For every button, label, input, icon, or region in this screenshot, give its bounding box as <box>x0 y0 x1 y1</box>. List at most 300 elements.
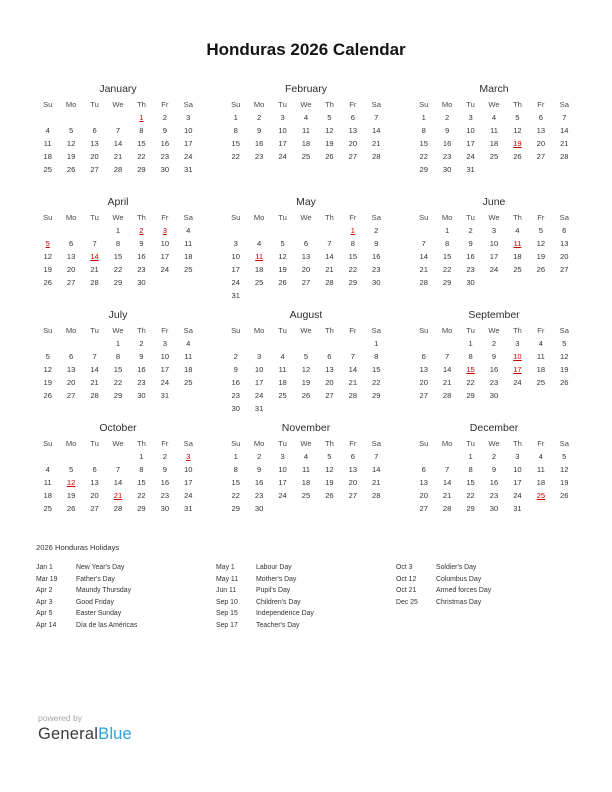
week-row <box>36 450 200 463</box>
day-header-mo: Mo <box>65 213 77 222</box>
date-cell: 20 <box>536 139 546 148</box>
week-row <box>36 276 200 289</box>
day-header-th: Th <box>324 100 334 109</box>
empty-cell <box>341 337 364 350</box>
empty-cell <box>177 389 200 402</box>
date-cell: 5 <box>327 452 332 461</box>
empty-cell <box>318 502 341 515</box>
footer <box>38 713 132 744</box>
holiday-date-cell: 15 <box>466 365 475 374</box>
date-cell: 14 <box>90 365 99 374</box>
empty-cell <box>341 289 364 302</box>
date-cell: 29 <box>113 278 123 287</box>
holiday-name: Día de las Américas <box>76 621 138 629</box>
date-cell: 11 <box>43 139 52 148</box>
brand-general-text: General <box>38 725 99 743</box>
date-cell: 22 <box>137 152 146 161</box>
date-cell: 27 <box>348 491 358 500</box>
week-row <box>412 376 576 389</box>
weekday-header-row <box>224 324 388 337</box>
date-cell: 17 <box>231 265 240 274</box>
holiday-name: Pupil's Day <box>256 587 291 595</box>
date-cell: 18 <box>513 252 522 261</box>
date-cell: 19 <box>66 491 76 500</box>
holiday-item <box>396 585 576 597</box>
week-row <box>224 150 388 163</box>
date-cell: 18 <box>43 152 52 161</box>
day-header-we: We <box>112 100 124 109</box>
date-cell: 17 <box>278 478 287 487</box>
date-cell: 22 <box>113 378 123 387</box>
date-cell: 15 <box>466 478 475 487</box>
weekday-header-row <box>412 324 576 337</box>
holiday-date: Apr 2 <box>36 587 53 595</box>
day-header-sa: Sa <box>559 439 569 448</box>
date-cell: 12 <box>66 139 76 148</box>
day-header-we: We <box>488 439 500 448</box>
day-header-th: Th <box>136 100 146 109</box>
holiday-name: Independence Day <box>256 610 314 618</box>
date-cell: 8 <box>374 352 379 361</box>
date-cell: 29 <box>442 278 452 287</box>
date-cell: 23 <box>466 265 475 274</box>
empty-cell <box>482 163 505 176</box>
month-title: September <box>468 309 520 321</box>
date-cell: 31 <box>184 165 193 174</box>
date-cell: 13 <box>325 365 334 374</box>
date-cell: 27 <box>90 504 99 513</box>
date-cell: 10 <box>160 352 170 361</box>
empty-cell <box>59 224 82 237</box>
holiday-item <box>36 562 216 574</box>
date-cell: 7 <box>327 239 332 248</box>
day-header-fr: Fr <box>161 326 169 335</box>
date-cell: 2 <box>233 352 238 361</box>
date-cell: 24 <box>489 265 499 274</box>
week-row <box>412 250 576 263</box>
date-cell: 23 <box>231 391 240 400</box>
month-title: June <box>482 196 506 208</box>
week-row <box>36 263 200 276</box>
date-cell: 7 <box>421 239 426 248</box>
holiday-date-cell: 10 <box>513 352 522 361</box>
empty-cell <box>83 450 106 463</box>
date-cell: 8 <box>445 239 450 248</box>
empty-cell <box>247 337 270 350</box>
holiday-item <box>36 608 216 620</box>
date-cell: 19 <box>560 478 569 487</box>
date-cell: 1 <box>468 339 473 348</box>
day-header-sa: Sa <box>183 439 193 448</box>
date-cell: 7 <box>115 126 121 135</box>
week-row <box>224 450 388 463</box>
holiday-date-cell: 1 <box>350 226 355 235</box>
holiday-item <box>216 608 396 620</box>
month-november <box>224 421 388 521</box>
holiday-name: Mother's Day <box>256 575 297 583</box>
date-cell: 26 <box>278 278 287 287</box>
date-cell: 27 <box>419 504 428 513</box>
empty-cell <box>271 402 294 415</box>
day-header-th: Th <box>512 439 522 448</box>
month-title: May <box>296 196 316 208</box>
date-cell: 14 <box>372 465 381 474</box>
week-row <box>224 137 388 150</box>
date-cell: 8 <box>468 352 473 361</box>
month-february <box>224 82 388 182</box>
date-cell: 13 <box>348 465 358 474</box>
day-header-su: Su <box>43 100 53 109</box>
date-cell: 27 <box>560 265 569 274</box>
day-header-fr: Fr <box>161 439 169 448</box>
date-cell: 25 <box>301 491 311 500</box>
date-cell: 15 <box>137 478 146 487</box>
day-header-th: Th <box>324 326 334 335</box>
holiday-date-cell: 1 <box>139 113 144 122</box>
date-cell: 26 <box>301 391 311 400</box>
date-cell: 26 <box>43 278 52 287</box>
date-cell: 22 <box>348 265 358 274</box>
date-cell: 3 <box>515 339 520 348</box>
date-cell: 31 <box>466 165 475 174</box>
weekday-header-row <box>36 211 200 224</box>
date-cell: 24 <box>184 491 193 500</box>
date-cell: 2 <box>491 452 497 461</box>
holiday-name: Teacher's Day <box>256 621 300 629</box>
date-cell: 15 <box>113 365 123 374</box>
date-cell: 15 <box>137 139 146 148</box>
date-cell: 9 <box>139 352 144 361</box>
date-cell: 26 <box>560 491 569 500</box>
empty-cell <box>294 502 317 515</box>
week-row <box>36 463 200 476</box>
week-row <box>224 124 388 137</box>
week-row <box>36 224 200 237</box>
date-cell: 31 <box>513 504 522 513</box>
holiday-date-cell: 11 <box>255 252 264 261</box>
date-cell: 8 <box>233 465 238 474</box>
date-cell: 20 <box>419 491 428 500</box>
date-cell: 9 <box>491 465 497 474</box>
week-row <box>36 363 200 376</box>
holiday-item <box>396 597 576 609</box>
day-header-we: We <box>112 439 124 448</box>
month-march <box>412 82 576 182</box>
day-header-sa: Sa <box>183 326 193 335</box>
day-header-th: Th <box>136 326 146 335</box>
date-cell: 16 <box>160 139 170 148</box>
day-header-sa: Sa <box>559 100 569 109</box>
date-cell: 3 <box>257 352 262 361</box>
date-cell: 19 <box>66 152 76 161</box>
holiday-date: Oct 12 <box>396 575 417 583</box>
day-header-su: Su <box>231 213 241 222</box>
date-cell: 12 <box>43 365 52 374</box>
week-row <box>224 363 388 376</box>
empty-cell <box>59 111 82 124</box>
date-cell: 23 <box>254 152 264 161</box>
date-cell: 25 <box>278 391 287 400</box>
empty-cell <box>294 224 317 237</box>
date-cell: 15 <box>372 365 381 374</box>
date-cell: 7 <box>562 113 567 122</box>
holiday-item <box>36 574 216 586</box>
date-cell: 28 <box>113 504 123 513</box>
month-title: October <box>99 422 137 434</box>
empty-cell <box>412 450 435 463</box>
date-cell: 7 <box>445 352 450 361</box>
weekday-header-row <box>36 437 200 450</box>
date-cell: 5 <box>327 113 332 122</box>
day-header-tu: Tu <box>90 213 99 222</box>
date-cell: 24 <box>160 378 170 387</box>
day-header-su: Su <box>231 439 241 448</box>
day-header-fr: Fr <box>349 100 357 109</box>
date-cell: 30 <box>137 278 146 287</box>
date-cell: 28 <box>419 278 428 287</box>
date-cell: 17 <box>513 478 522 487</box>
date-cell: 7 <box>115 465 121 474</box>
week-row <box>412 124 576 137</box>
empty-cell <box>271 502 294 515</box>
date-cell: 10 <box>489 239 499 248</box>
date-cell: 23 <box>137 378 146 387</box>
day-header-mo: Mo <box>441 100 453 109</box>
date-cell: 13 <box>90 139 99 148</box>
holiday-date-cell: 2 <box>139 226 144 235</box>
date-cell: 5 <box>69 126 74 135</box>
day-header-tu: Tu <box>466 100 475 109</box>
date-cell: 8 <box>115 239 121 248</box>
day-header-mo: Mo <box>253 439 265 448</box>
day-header-tu: Tu <box>466 326 475 335</box>
date-cell: 16 <box>254 139 264 148</box>
date-cell: 26 <box>325 152 334 161</box>
date-cell: 16 <box>137 252 146 261</box>
date-cell: 17 <box>160 365 170 374</box>
date-cell: 30 <box>254 504 264 513</box>
date-cell: 13 <box>90 478 99 487</box>
date-cell: 17 <box>254 378 264 387</box>
date-cell: 20 <box>325 378 334 387</box>
holiday-item <box>216 597 396 609</box>
day-header-we: We <box>488 100 500 109</box>
date-cell: 28 <box>442 391 452 400</box>
empty-cell <box>224 337 247 350</box>
date-cell: 16 <box>442 139 452 148</box>
weekday-header-row <box>224 437 388 450</box>
date-cell: 19 <box>536 252 546 261</box>
date-cell: 8 <box>468 465 473 474</box>
date-cell: 20 <box>560 252 569 261</box>
week-row <box>412 237 576 250</box>
weekday-header-row <box>36 98 200 111</box>
date-cell: 1 <box>115 226 121 235</box>
day-header-sa: Sa <box>559 326 569 335</box>
week-row <box>224 476 388 489</box>
holiday-date: Sep 17 <box>216 621 238 629</box>
week-row <box>412 350 576 363</box>
date-cell: 16 <box>160 478 170 487</box>
date-cell: 10 <box>231 252 240 261</box>
weekday-header-row <box>412 437 576 450</box>
date-cell: 11 <box>278 365 287 374</box>
date-cell: 19 <box>325 139 334 148</box>
date-cell: 5 <box>280 239 285 248</box>
date-cell: 21 <box>372 478 381 487</box>
date-cell: 12 <box>325 126 334 135</box>
date-cell: 5 <box>538 226 543 235</box>
date-cell: 24 <box>160 265 170 274</box>
date-cell: 14 <box>442 478 452 487</box>
date-cell: 17 <box>489 252 499 261</box>
holiday-item <box>216 585 396 597</box>
week-row <box>412 263 576 276</box>
week-row <box>36 350 200 363</box>
date-cell: 20 <box>419 378 428 387</box>
date-cell: 14 <box>348 365 358 374</box>
empty-cell <box>365 289 388 302</box>
day-header-mo: Mo <box>65 326 77 335</box>
date-cell: 20 <box>66 265 76 274</box>
date-cell: 29 <box>137 504 146 513</box>
weekday-header-row <box>36 324 200 337</box>
date-cell: 6 <box>303 239 309 248</box>
date-cell: 27 <box>301 278 311 287</box>
date-cell: 12 <box>278 252 287 261</box>
holiday-item <box>36 585 216 597</box>
date-cell: 23 <box>137 265 146 274</box>
holiday-date: Jun 11 <box>216 587 237 595</box>
date-cell: 25 <box>301 152 311 161</box>
date-cell: 30 <box>160 504 170 513</box>
date-cell: 30 <box>489 504 499 513</box>
date-cell: 9 <box>491 352 497 361</box>
day-header-su: Su <box>43 439 53 448</box>
week-row <box>36 150 200 163</box>
date-cell: 28 <box>113 165 123 174</box>
date-cell: 24 <box>184 152 193 161</box>
date-cell: 28 <box>90 278 99 287</box>
month-title: November <box>281 422 331 434</box>
date-cell: 18 <box>254 265 264 274</box>
day-header-fr: Fr <box>349 326 357 335</box>
date-cell: 15 <box>419 139 428 148</box>
week-row <box>224 376 388 389</box>
empty-cell <box>106 450 129 463</box>
day-header-tu: Tu <box>278 213 287 222</box>
holiday-item <box>216 562 396 574</box>
date-cell: 16 <box>489 478 499 487</box>
date-cell: 21 <box>90 378 99 387</box>
date-cell: 22 <box>372 378 381 387</box>
day-header-mo: Mo <box>441 326 453 335</box>
date-cell: 3 <box>468 113 473 122</box>
day-header-th: Th <box>512 100 522 109</box>
week-row <box>224 337 388 350</box>
date-cell: 3 <box>491 226 497 235</box>
month-may <box>224 195 388 300</box>
day-header-th: Th <box>136 439 146 448</box>
date-cell: 4 <box>303 452 309 461</box>
date-cell: 7 <box>92 239 97 248</box>
date-cell: 15 <box>231 139 240 148</box>
date-cell: 8 <box>233 126 238 135</box>
weekday-header-row <box>412 211 576 224</box>
date-cell: 11 <box>184 352 193 361</box>
holiday-date-cell: 12 <box>66 478 76 487</box>
empty-cell <box>506 389 529 402</box>
date-cell: 25 <box>254 278 264 287</box>
date-cell: 6 <box>538 113 543 122</box>
date-cell: 9 <box>445 126 450 135</box>
date-cell: 23 <box>372 265 381 274</box>
holiday-date-cell: 11 <box>513 239 522 248</box>
date-cell: 7 <box>374 452 379 461</box>
date-cell: 28 <box>560 152 569 161</box>
week-row <box>36 111 200 124</box>
holiday-date: Mar 19 <box>36 575 58 583</box>
date-cell: 30 <box>489 391 499 400</box>
date-cell: 18 <box>301 139 311 148</box>
month-title: March <box>479 83 509 95</box>
date-cell: 27 <box>348 152 358 161</box>
week-row <box>36 124 200 137</box>
empty-cell <box>271 337 294 350</box>
day-header-su: Su <box>419 213 429 222</box>
date-cell: 16 <box>137 365 146 374</box>
empty-cell <box>412 337 435 350</box>
date-cell: 6 <box>69 239 74 248</box>
day-header-su: Su <box>43 326 53 335</box>
date-cell: 15 <box>231 478 240 487</box>
date-cell: 29 <box>466 391 475 400</box>
empty-cell <box>83 337 106 350</box>
empty-cell <box>294 337 317 350</box>
date-cell: 6 <box>421 465 426 474</box>
date-cell: 11 <box>184 239 193 248</box>
date-cell: 10 <box>160 239 170 248</box>
empty-cell <box>435 337 458 350</box>
day-header-we: We <box>488 213 500 222</box>
date-cell: 2 <box>162 452 167 461</box>
day-header-tu: Tu <box>90 439 99 448</box>
date-cell: 26 <box>513 152 522 161</box>
holiday-date: Sep 15 <box>216 610 238 618</box>
date-cell: 1 <box>468 452 473 461</box>
date-cell: 2 <box>257 113 262 122</box>
date-cell: 9 <box>374 239 379 248</box>
empty-cell <box>36 224 59 237</box>
date-cell: 17 <box>184 478 193 487</box>
day-header-mo: Mo <box>65 100 77 109</box>
date-cell: 27 <box>325 391 334 400</box>
holidays-section-title: 2026 Honduras Holidays <box>36 543 120 552</box>
date-cell: 21 <box>442 491 452 500</box>
date-cell: 31 <box>231 291 240 300</box>
date-cell: 30 <box>137 391 146 400</box>
week-row <box>412 489 576 502</box>
date-cell: 12 <box>560 352 569 361</box>
date-cell: 6 <box>69 352 74 361</box>
date-cell: 6 <box>421 352 426 361</box>
date-cell: 26 <box>536 265 546 274</box>
date-cell: 6 <box>92 126 97 135</box>
date-cell: 21 <box>348 378 358 387</box>
date-cell: 3 <box>233 239 238 248</box>
date-cell: 19 <box>278 265 287 274</box>
date-cell: 19 <box>301 378 311 387</box>
